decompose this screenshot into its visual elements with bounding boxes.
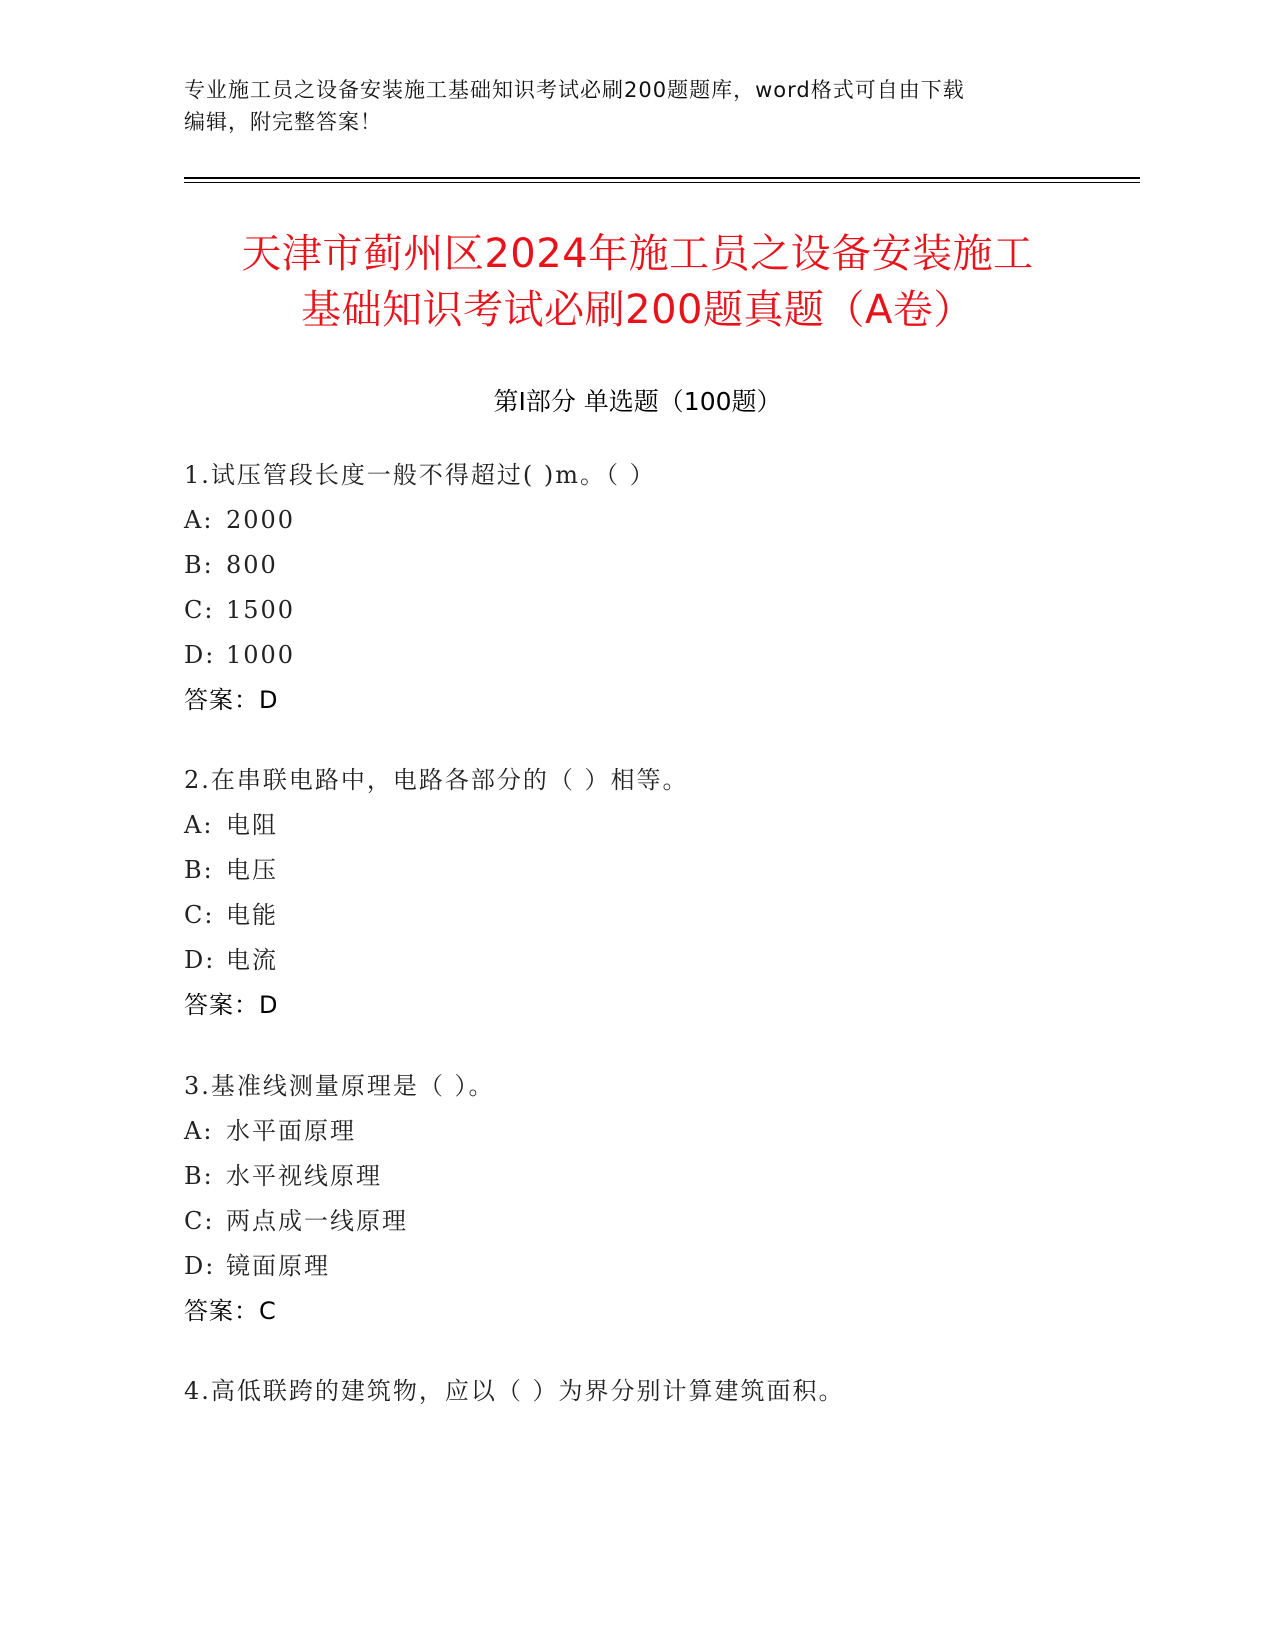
option-text: 800 [226, 551, 278, 579]
answer-line [184, 1289, 1134, 1334]
answer-label: 答案： [184, 1297, 259, 1325]
option-letter: A: [184, 506, 214, 534]
option-text: 电流 [226, 946, 278, 974]
question-text: 3.基准线测量原理是（ ）。 [184, 1072, 495, 1100]
title-line-2: 基础知识考试必刷200题真题（A卷） [301, 287, 974, 333]
option-a [184, 803, 1134, 848]
title-line-1: 天津市蓟州区2024年施工员之设备安装施工 [241, 231, 1034, 277]
intro-text [184, 74, 1084, 138]
option-b [184, 848, 1134, 893]
option-letter: C: [184, 901, 215, 929]
option-d [184, 633, 1134, 678]
option-text: 镜面原理 [226, 1252, 330, 1280]
option-d [184, 1244, 1134, 1289]
option-text: 电能 [226, 901, 278, 929]
answer-value: D [259, 686, 279, 714]
header-rule-thick [184, 177, 1140, 179]
option-c [184, 893, 1134, 938]
question-text: 4.高低联跨的建筑物，应以（ ）为界分别计算建筑面积。 [184, 1377, 845, 1405]
option-letter: B: [184, 856, 214, 884]
option-d [184, 938, 1134, 983]
option-text: 1000 [226, 641, 296, 669]
question-text: 1.试压管段长度一般不得超过( )m。（ ） [184, 461, 656, 489]
option-letter: D: [184, 946, 216, 974]
question-1 [184, 453, 1134, 723]
option-letter: A: [184, 811, 214, 839]
option-text: 2000 [226, 506, 296, 534]
answer-line [184, 678, 1134, 723]
option-letter: A: [184, 1117, 214, 1145]
document-title [150, 226, 1125, 338]
header-rule-thin [184, 182, 1140, 183]
option-a [184, 1109, 1134, 1154]
option-a [184, 498, 1134, 543]
answer-value: C [259, 1297, 277, 1325]
option-text: 电压 [226, 856, 278, 884]
option-c [184, 588, 1134, 633]
answer-label: 答案： [184, 686, 259, 714]
option-letter: B: [184, 551, 214, 579]
option-letter: D: [184, 641, 216, 669]
answer-value: D [259, 991, 279, 1019]
question-3 [184, 1064, 1134, 1334]
question-2 [184, 758, 1134, 1028]
option-c [184, 1199, 1134, 1244]
option-text: 水平面原理 [226, 1117, 356, 1145]
answer-line [184, 983, 1134, 1028]
option-text: 1500 [226, 596, 296, 624]
option-text: 水平视线原理 [226, 1162, 382, 1190]
option-text: 两点成一线原理 [226, 1207, 408, 1235]
answer-label: 答案： [184, 991, 259, 1019]
option-letter: C: [184, 1207, 215, 1235]
option-b [184, 1154, 1134, 1199]
option-b [184, 543, 1134, 588]
intro-line-2: 编辑，附完整答案！ [184, 110, 382, 134]
option-letter: D: [184, 1252, 216, 1280]
intro-line-1: 专业施工员之设备安装施工基础知识考试必刷200题题库，word格式可自由下载 [184, 78, 965, 102]
option-letter: C: [184, 596, 215, 624]
section-heading: 第Ⅰ部分 单选题（100题） [493, 387, 782, 416]
question-text: 2.在串联电路中，电路各部分的（ ）相等。 [184, 766, 689, 794]
question-4 [184, 1369, 1134, 1414]
option-letter: B: [184, 1162, 214, 1190]
option-text: 电阻 [226, 811, 278, 839]
